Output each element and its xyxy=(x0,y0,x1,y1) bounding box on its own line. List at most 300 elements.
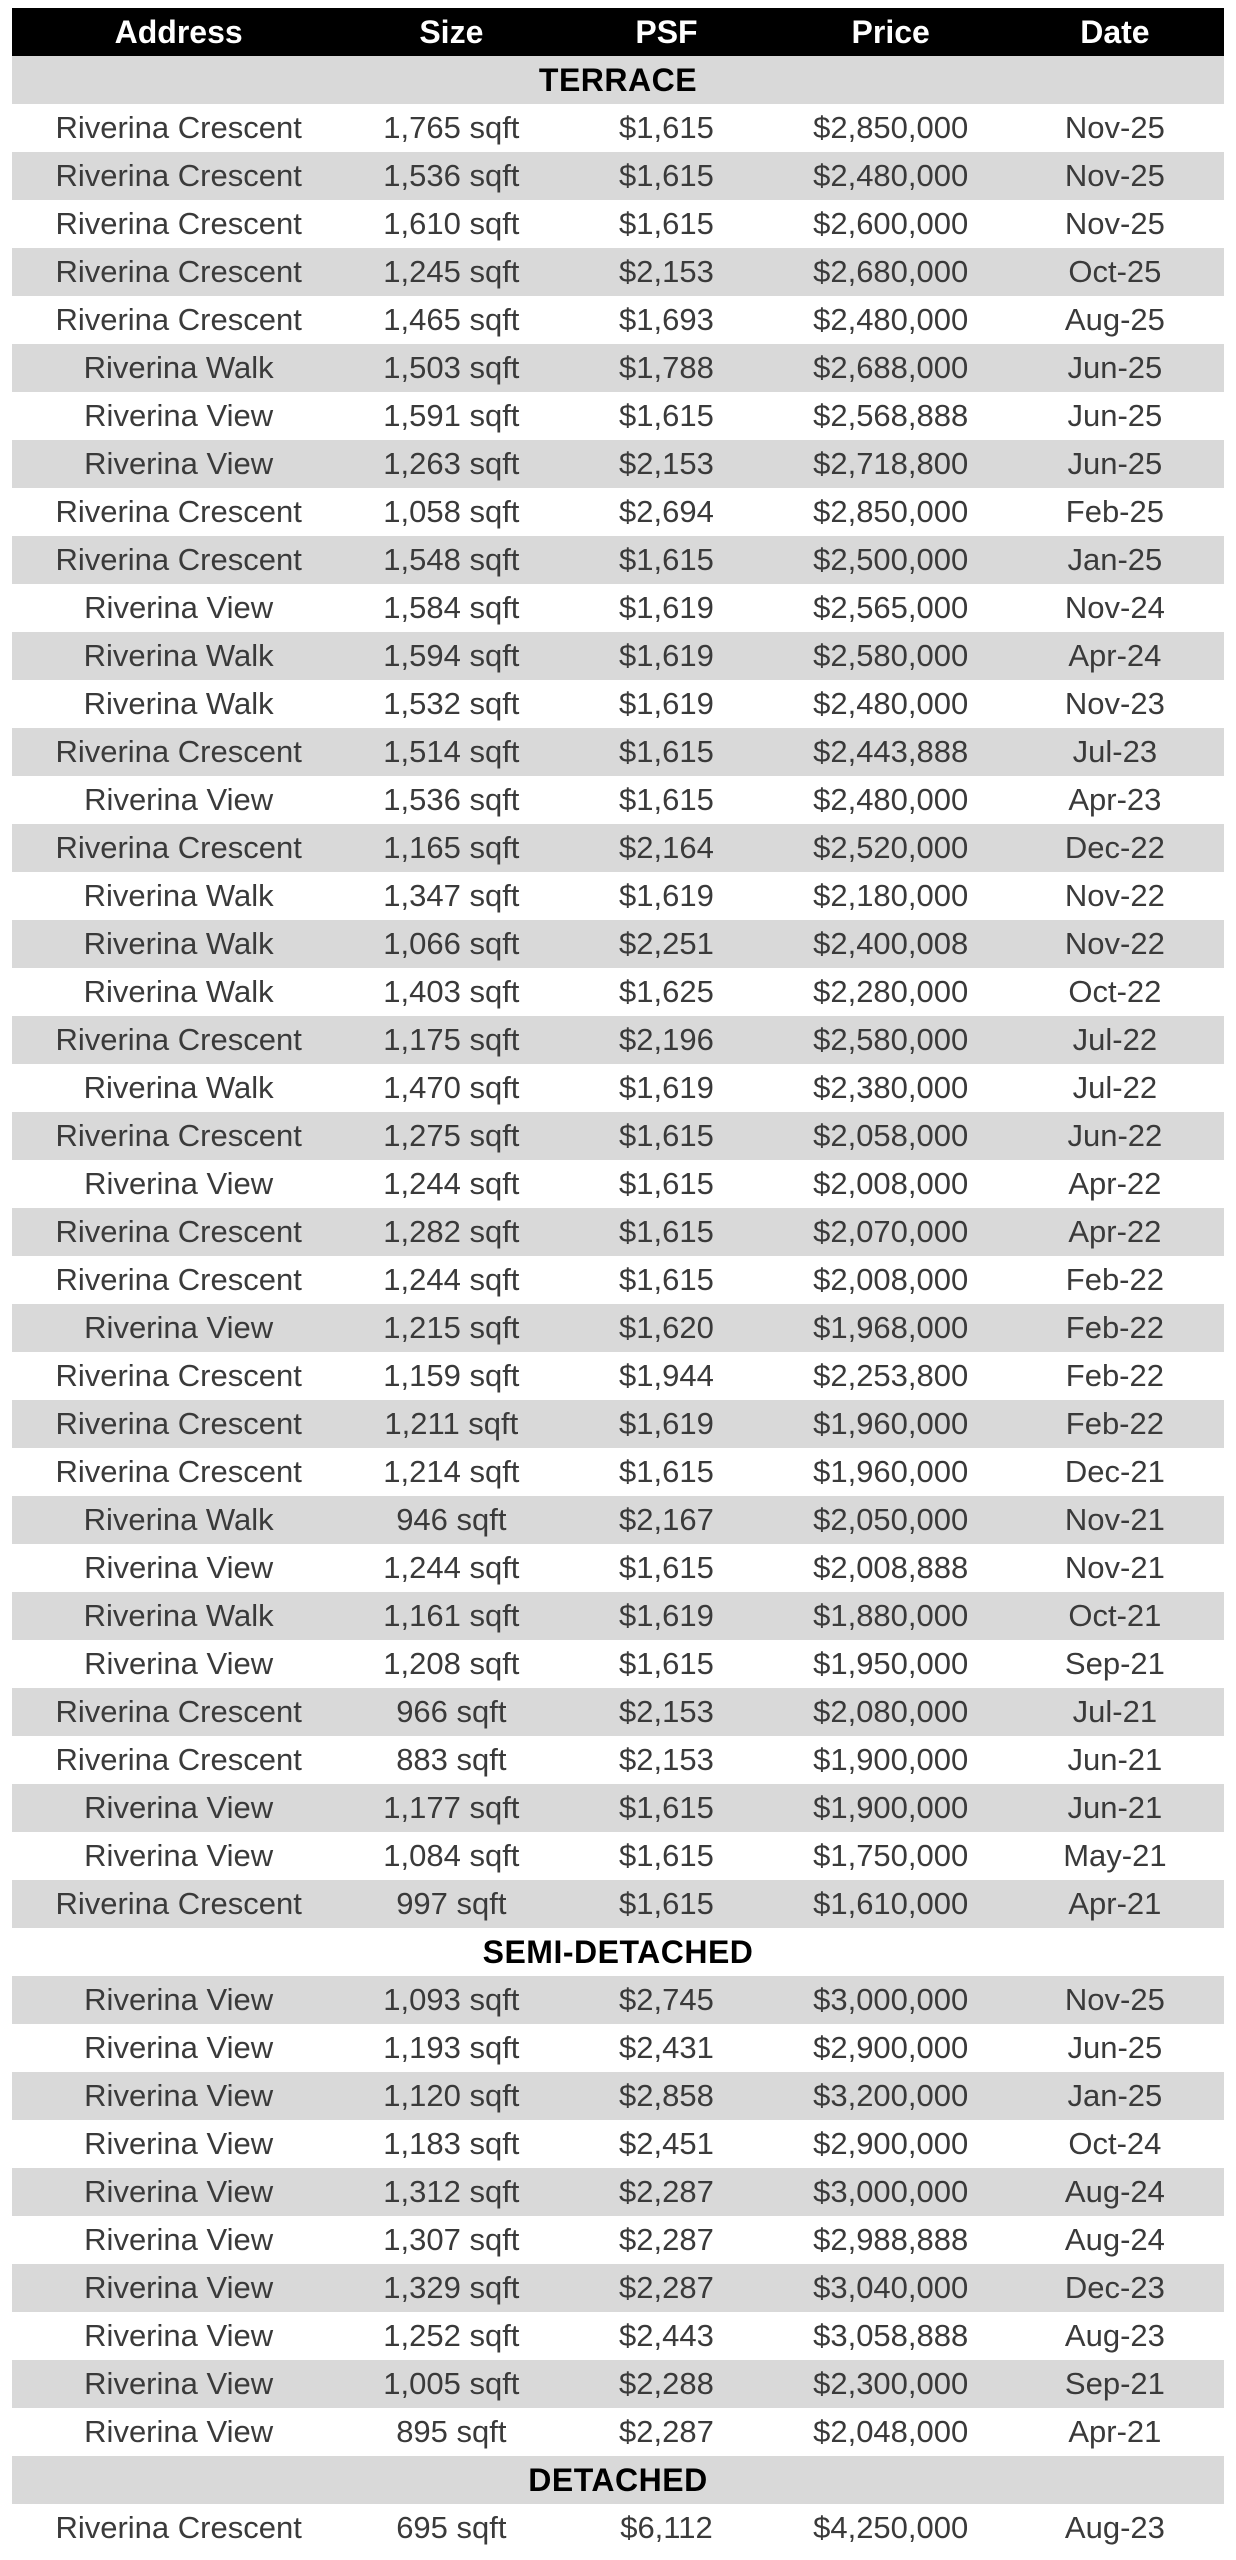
cell-psf: $1,625 xyxy=(619,974,714,1009)
cell-price: $1,900,000 xyxy=(813,1742,969,1777)
cell-price: $3,000,000 xyxy=(813,2174,969,2209)
cell-address: Riverina Walk xyxy=(83,350,274,385)
cell-address: Riverina Crescent xyxy=(55,2510,302,2545)
cell-psf: $2,153 xyxy=(619,1742,714,1777)
table-row xyxy=(12,680,1224,728)
cell-price: $2,380,000 xyxy=(813,1070,969,1105)
cell-price: $2,900,000 xyxy=(813,2030,969,2065)
section-label: TERRACE xyxy=(538,62,698,98)
cell-address: Riverina View xyxy=(84,1790,274,1825)
cell-psf: $1,615 xyxy=(619,1118,714,1153)
cell-size: 1,329 sqft xyxy=(383,2270,520,2305)
cell-size: 997 sqft xyxy=(396,1886,507,1921)
cell-price: $2,058,000 xyxy=(813,1118,969,1153)
cell-price: $2,688,000 xyxy=(813,350,969,385)
cell-price: $2,080,000 xyxy=(813,1694,969,1729)
cell-price: $2,050,000 xyxy=(813,1502,969,1537)
cell-date: May-21 xyxy=(1063,1838,1167,1873)
cell-date: Nov-22 xyxy=(1064,926,1165,961)
table-row xyxy=(12,1016,1224,1064)
cell-size: 1,307 sqft xyxy=(383,2222,520,2257)
table-row xyxy=(12,2408,1224,2456)
table-row xyxy=(12,728,1224,776)
cell-address: Riverina Crescent xyxy=(55,1262,302,1297)
cell-address: Riverina Crescent xyxy=(55,542,302,577)
cell-psf: $2,858 xyxy=(619,2078,714,2113)
cell-size: 1,347 sqft xyxy=(383,878,520,913)
cell-address: Riverina View xyxy=(84,1166,274,1201)
cell-psf: $1,788 xyxy=(619,350,714,385)
cell-psf: $2,694 xyxy=(619,494,714,529)
cell-address: Riverina Crescent xyxy=(55,1358,302,1393)
column-header-size: Size xyxy=(419,14,484,50)
cell-psf: $2,443 xyxy=(619,2318,714,2353)
cell-psf: $1,615 xyxy=(619,1454,714,1489)
cell-size: 1,175 sqft xyxy=(383,1022,520,1057)
cell-size: 1,159 sqft xyxy=(383,1358,520,1393)
column-header-date: Date xyxy=(1080,14,1150,50)
table-row xyxy=(12,2360,1224,2408)
table-row xyxy=(12,2504,1224,2552)
cell-price: $2,565,000 xyxy=(813,590,969,625)
table-row xyxy=(12,1208,1224,1256)
cell-price: $2,180,000 xyxy=(813,878,969,913)
cell-date: Sep-21 xyxy=(1064,2366,1165,2401)
table-row xyxy=(12,1496,1224,1544)
table-row xyxy=(12,776,1224,824)
table-row xyxy=(12,1592,1224,1640)
cell-date: Nov-25 xyxy=(1064,110,1165,145)
cell-price: $1,750,000 xyxy=(813,1838,969,1873)
cell-date: Jun-25 xyxy=(1067,350,1163,385)
cell-psf: $2,196 xyxy=(619,1022,714,1057)
cell-size: 1,503 sqft xyxy=(383,350,520,385)
cell-address: Riverina Walk xyxy=(83,1070,274,1105)
cell-date: Oct-24 xyxy=(1068,2126,1162,2161)
cell-date: Oct-21 xyxy=(1068,1598,1162,1633)
cell-price: $3,000,000 xyxy=(813,1982,969,2017)
section-header-semi-detached xyxy=(12,1928,1224,1976)
cell-date: Aug-24 xyxy=(1064,2174,1165,2209)
table-row xyxy=(12,1880,1224,1928)
cell-psf: $2,287 xyxy=(619,2174,714,2209)
cell-date: Feb-22 xyxy=(1065,1406,1164,1441)
cell-date: Jan-25 xyxy=(1067,2078,1163,2113)
cell-size: 1,282 sqft xyxy=(383,1214,520,1249)
cell-psf: $2,153 xyxy=(619,1694,714,1729)
cell-psf: $1,615 xyxy=(619,1550,714,1585)
cell-size: 1,245 sqft xyxy=(383,254,520,289)
cell-address: Riverina View xyxy=(84,1838,274,1873)
table-row xyxy=(12,440,1224,488)
cell-size: 1,594 sqft xyxy=(383,638,520,673)
cell-size: 1,275 sqft xyxy=(383,1118,520,1153)
cell-price: $2,480,000 xyxy=(813,158,969,193)
cell-address: Riverina View xyxy=(84,1310,274,1345)
table-row xyxy=(12,968,1224,1016)
cell-size: 1,532 sqft xyxy=(383,686,520,721)
cell-price: $2,048,000 xyxy=(813,2414,969,2449)
cell-address: Riverina Crescent xyxy=(55,158,302,193)
cell-size: 966 sqft xyxy=(396,1694,507,1729)
cell-price: $2,600,000 xyxy=(813,206,969,241)
cell-size: 1,548 sqft xyxy=(383,542,520,577)
cell-date: Nov-22 xyxy=(1064,878,1165,913)
table-row xyxy=(12,584,1224,632)
cell-psf: $1,615 xyxy=(619,110,714,145)
cell-price: $3,200,000 xyxy=(813,2078,969,2113)
table-row xyxy=(12,1064,1224,1112)
table-row xyxy=(12,1400,1224,1448)
table-row xyxy=(12,1976,1224,2024)
cell-address: Riverina View xyxy=(84,1982,274,2017)
cell-address: Riverina Crescent xyxy=(55,1454,302,1489)
cell-size: 1,193 sqft xyxy=(383,2030,520,2065)
cell-psf: $1,693 xyxy=(619,302,714,337)
cell-date: Sep-21 xyxy=(1064,1646,1165,1681)
cell-address: Riverina View xyxy=(84,2126,274,2161)
cell-size: 1,183 sqft xyxy=(383,2126,520,2161)
cell-psf: $2,288 xyxy=(619,2366,714,2401)
cell-price: $2,008,000 xyxy=(813,1262,969,1297)
cell-size: 1,244 sqft xyxy=(383,1166,520,1201)
cell-psf: $6,112 xyxy=(620,2510,713,2545)
table-row xyxy=(12,248,1224,296)
column-header-address: Address xyxy=(114,14,243,50)
cell-size: 1,208 sqft xyxy=(383,1646,520,1681)
cell-address: Riverina View xyxy=(84,2414,274,2449)
cell-address: Riverina Crescent xyxy=(55,734,302,769)
cell-psf: $1,615 xyxy=(619,158,714,193)
table-row xyxy=(12,2264,1224,2312)
table-header-row xyxy=(12,8,1224,56)
cell-psf: $1,615 xyxy=(619,206,714,241)
column-header-price: Price xyxy=(851,14,930,50)
cell-address: Riverina Walk xyxy=(83,638,274,673)
cell-price: $2,480,000 xyxy=(813,686,969,721)
cell-date: Jun-21 xyxy=(1067,1742,1163,1777)
cell-psf: $1,619 xyxy=(619,1070,714,1105)
cell-address: Riverina View xyxy=(84,2366,274,2401)
cell-psf: $1,620 xyxy=(619,1310,714,1345)
cell-price: $1,880,000 xyxy=(813,1598,969,1633)
cell-price: $2,400,008 xyxy=(813,926,969,961)
cell-psf: $1,615 xyxy=(619,542,714,577)
cell-date: Nov-21 xyxy=(1064,1502,1165,1537)
cell-price: $2,520,000 xyxy=(813,830,969,865)
cell-date: Dec-23 xyxy=(1064,2270,1165,2305)
cell-size: 1,536 sqft xyxy=(383,782,520,817)
cell-address: Riverina View xyxy=(84,2318,274,2353)
cell-size: 1,058 sqft xyxy=(383,494,520,529)
cell-date: Jun-25 xyxy=(1067,2030,1163,2065)
cell-address: Riverina View xyxy=(84,1646,274,1681)
table-row xyxy=(12,2024,1224,2072)
cell-date: Feb-22 xyxy=(1065,1310,1164,1345)
table-row xyxy=(12,1112,1224,1160)
cell-address: Riverina Crescent xyxy=(55,494,302,529)
cell-date: Nov-21 xyxy=(1064,1550,1165,1585)
cell-psf: $2,431 xyxy=(619,2030,714,2065)
cell-psf: $1,944 xyxy=(619,1358,714,1393)
cell-address: Riverina Crescent xyxy=(55,1022,302,1057)
cell-size: 883 sqft xyxy=(396,1742,507,1777)
cell-size: 1,214 sqft xyxy=(383,1454,520,1489)
cell-address: Riverina Walk xyxy=(83,1598,274,1633)
cell-date: Jul-22 xyxy=(1072,1070,1158,1105)
section-label: SEMI-DETACHED xyxy=(482,1934,754,1970)
cell-address: Riverina View xyxy=(84,590,274,625)
cell-psf: $1,615 xyxy=(619,782,714,817)
cell-price: $4,250,000 xyxy=(813,2510,969,2545)
table-row xyxy=(12,920,1224,968)
cell-price: $2,568,888 xyxy=(813,398,969,433)
cell-date: Apr-21 xyxy=(1068,1886,1162,1921)
cell-address: Riverina View xyxy=(84,2030,274,2065)
cell-address: Riverina Crescent xyxy=(55,1742,302,1777)
cell-price: $2,988,888 xyxy=(813,2222,969,2257)
table-row xyxy=(12,200,1224,248)
cell-size: 1,263 sqft xyxy=(383,446,520,481)
cell-date: Aug-25 xyxy=(1064,302,1165,337)
cell-price: $2,070,000 xyxy=(813,1214,969,1249)
cell-psf: $1,615 xyxy=(619,1166,714,1201)
cell-price: $2,008,888 xyxy=(813,1550,969,1585)
cell-size: 1,252 sqft xyxy=(383,2318,520,2353)
cell-size: 1,120 sqft xyxy=(383,2078,520,2113)
cell-psf: $1,619 xyxy=(619,590,714,625)
cell-date: Nov-25 xyxy=(1064,206,1165,241)
cell-address: Riverina Walk xyxy=(83,878,274,913)
cell-date: Dec-22 xyxy=(1064,830,1165,865)
cell-address: Riverina View xyxy=(84,1550,274,1585)
table-body xyxy=(12,56,1224,2552)
cell-price: $2,480,000 xyxy=(813,782,969,817)
cell-psf: $2,451 xyxy=(619,2126,714,2161)
cell-size: 1,470 sqft xyxy=(383,1070,520,1105)
table-row xyxy=(12,824,1224,872)
cell-address: Riverina Walk xyxy=(83,686,274,721)
cell-size: 1,244 sqft xyxy=(383,1262,520,1297)
cell-psf: $1,619 xyxy=(619,638,714,673)
cell-psf: $1,619 xyxy=(619,686,714,721)
cell-price: $3,040,000 xyxy=(813,2270,969,2305)
cell-psf: $1,619 xyxy=(619,1406,714,1441)
cell-psf: $1,615 xyxy=(619,1646,714,1681)
cell-date: Jun-25 xyxy=(1067,398,1163,433)
cell-price: $2,443,888 xyxy=(813,734,969,769)
section-header-terrace xyxy=(12,56,1224,104)
cell-psf: $1,615 xyxy=(619,1262,714,1297)
cell-price: $3,058,888 xyxy=(813,2318,969,2353)
table-row xyxy=(12,344,1224,392)
cell-date: Jul-21 xyxy=(1072,1694,1158,1729)
cell-psf: $1,615 xyxy=(619,1886,714,1921)
table-row xyxy=(12,2120,1224,2168)
cell-price: $1,950,000 xyxy=(813,1646,969,1681)
cell-date: Aug-24 xyxy=(1064,2222,1165,2257)
table-row xyxy=(12,1448,1224,1496)
cell-psf: $2,287 xyxy=(619,2222,714,2257)
table-row xyxy=(12,152,1224,200)
cell-address: Riverina View xyxy=(84,398,274,433)
cell-date: Apr-24 xyxy=(1068,638,1162,673)
cell-date: Nov-25 xyxy=(1064,1982,1165,2017)
cell-psf: $1,619 xyxy=(619,878,714,913)
cell-address: Riverina Crescent xyxy=(55,1214,302,1249)
table-row xyxy=(12,632,1224,680)
cell-psf: $2,287 xyxy=(619,2270,714,2305)
cell-size: 946 sqft xyxy=(396,1502,507,1537)
section-label: DETACHED xyxy=(528,2462,708,2498)
cell-psf: $1,615 xyxy=(619,1838,714,1873)
column-header-psf: PSF xyxy=(635,14,698,50)
cell-size: 1,765 sqft xyxy=(383,110,520,145)
cell-price: $2,008,000 xyxy=(813,1166,969,1201)
cell-date: Feb-25 xyxy=(1065,494,1164,529)
cell-size: 895 sqft xyxy=(396,2414,507,2449)
cell-date: Aug-23 xyxy=(1064,2318,1165,2353)
cell-address: Riverina Crescent xyxy=(55,1118,302,1153)
cell-size: 1,211 sqft xyxy=(384,1406,519,1441)
cell-price: $2,680,000 xyxy=(813,254,969,289)
table-row xyxy=(12,2072,1224,2120)
cell-date: Apr-22 xyxy=(1068,1214,1162,1249)
cell-psf: $2,153 xyxy=(619,254,714,289)
cell-address: Riverina Walk xyxy=(83,1502,274,1537)
cell-size: 1,084 sqft xyxy=(383,1838,520,1873)
cell-date: Jun-22 xyxy=(1067,1118,1163,1153)
cell-size: 1,165 sqft xyxy=(383,830,520,865)
cell-price: $2,500,000 xyxy=(813,542,969,577)
cell-psf: $1,615 xyxy=(619,398,714,433)
table-row xyxy=(12,2312,1224,2360)
cell-psf: $2,153 xyxy=(619,446,714,481)
cell-psf: $1,619 xyxy=(619,1598,714,1633)
cell-price: $2,580,000 xyxy=(813,638,969,673)
cell-address: Riverina View xyxy=(84,446,274,481)
cell-address: Riverina Crescent xyxy=(55,206,302,241)
cell-address: Riverina Crescent xyxy=(55,1886,302,1921)
table-row xyxy=(12,104,1224,152)
cell-date: Jul-22 xyxy=(1072,1022,1158,1057)
table-row xyxy=(12,296,1224,344)
cell-price: $2,580,000 xyxy=(813,1022,969,1057)
table-row xyxy=(12,536,1224,584)
cell-date: Apr-21 xyxy=(1068,2414,1162,2449)
cell-date: Oct-25 xyxy=(1068,254,1162,289)
cell-psf: $1,615 xyxy=(619,1214,714,1249)
cell-price: $2,718,800 xyxy=(813,446,969,481)
cell-size: 1,093 sqft xyxy=(383,1982,520,2017)
cell-price: $2,850,000 xyxy=(813,110,969,145)
table-row xyxy=(12,392,1224,440)
cell-address: Riverina Crescent xyxy=(55,254,302,289)
cell-date: Oct-22 xyxy=(1068,974,1162,1009)
cell-date: Nov-24 xyxy=(1064,590,1165,625)
cell-address: Riverina View xyxy=(84,2222,274,2257)
cell-size: 1,005 sqft xyxy=(383,2366,520,2401)
cell-date: Aug-23 xyxy=(1064,2510,1165,2545)
table-row xyxy=(12,1544,1224,1592)
cell-price: $2,480,000 xyxy=(813,302,969,337)
table-row xyxy=(12,1640,1224,1688)
table-row xyxy=(12,1736,1224,1784)
table-row xyxy=(12,1352,1224,1400)
cell-size: 1,536 sqft xyxy=(383,158,520,193)
cell-price: $1,610,000 xyxy=(813,1886,969,1921)
cell-price: $2,253,800 xyxy=(813,1358,969,1393)
cell-size: 1,403 sqft xyxy=(383,974,520,1009)
cell-size: 695 sqft xyxy=(396,2510,507,2545)
cell-address: Riverina Crescent xyxy=(55,830,302,865)
cell-psf: $2,164 xyxy=(619,830,714,865)
cell-date: Feb-22 xyxy=(1065,1358,1164,1393)
table-row xyxy=(12,1160,1224,1208)
cell-address: Riverina Crescent xyxy=(55,1406,302,1441)
table-row xyxy=(12,2216,1224,2264)
cell-psf: $1,615 xyxy=(619,734,714,769)
cell-price: $2,900,000 xyxy=(813,2126,969,2161)
table-row xyxy=(12,1832,1224,1880)
cell-date: Nov-25 xyxy=(1064,158,1165,193)
cell-date: Jan-25 xyxy=(1067,542,1163,577)
table-row xyxy=(12,2168,1224,2216)
cell-date: Jun-25 xyxy=(1067,446,1163,481)
cell-price: $2,850,000 xyxy=(813,494,969,529)
cell-date: Feb-22 xyxy=(1065,1262,1164,1297)
section-header-detached xyxy=(12,2456,1224,2504)
cell-psf: $1,615 xyxy=(619,1790,714,1825)
cell-date: Nov-23 xyxy=(1064,686,1165,721)
cell-date: Apr-22 xyxy=(1068,1166,1162,1201)
cell-price: $1,960,000 xyxy=(813,1454,969,1489)
cell-address: Riverina View xyxy=(84,782,274,817)
cell-date: Jul-23 xyxy=(1072,734,1158,769)
cell-size: 1,610 sqft xyxy=(383,206,520,241)
table-row xyxy=(12,872,1224,920)
cell-price: $1,900,000 xyxy=(813,1790,969,1825)
cell-price: $2,280,000 xyxy=(813,974,969,1009)
cell-address: Riverina Crescent xyxy=(55,1694,302,1729)
cell-address: Riverina Crescent xyxy=(55,110,302,145)
cell-size: 1,177 sqft xyxy=(383,1790,520,1825)
cell-address: Riverina Crescent xyxy=(55,302,302,337)
cell-size: 1,215 sqft xyxy=(383,1310,520,1345)
table-row xyxy=(12,1256,1224,1304)
cell-psf: $2,287 xyxy=(619,2414,714,2449)
cell-size: 1,514 sqft xyxy=(383,734,520,769)
cell-address: Riverina View xyxy=(84,2174,274,2209)
cell-address: Riverina View xyxy=(84,2078,274,2113)
table-row xyxy=(12,488,1224,536)
cell-address: Riverina Walk xyxy=(83,974,274,1009)
cell-size: 1,244 sqft xyxy=(383,1550,520,1585)
cell-psf: $2,167 xyxy=(619,1502,714,1537)
cell-price: $1,968,000 xyxy=(813,1310,969,1345)
cell-address: Riverina Walk xyxy=(83,926,274,961)
cell-psf: $2,251 xyxy=(619,926,714,961)
table-row xyxy=(12,1784,1224,1832)
cell-size: 1,591 sqft xyxy=(383,398,520,433)
cell-size: 1,584 sqft xyxy=(383,590,520,625)
table-row xyxy=(12,1688,1224,1736)
cell-price: $1,960,000 xyxy=(813,1406,969,1441)
cell-date: Jun-21 xyxy=(1067,1790,1163,1825)
cell-address: Riverina View xyxy=(84,2270,274,2305)
cell-price: $2,300,000 xyxy=(813,2366,969,2401)
cell-size: 1,161 sqft xyxy=(383,1598,520,1633)
